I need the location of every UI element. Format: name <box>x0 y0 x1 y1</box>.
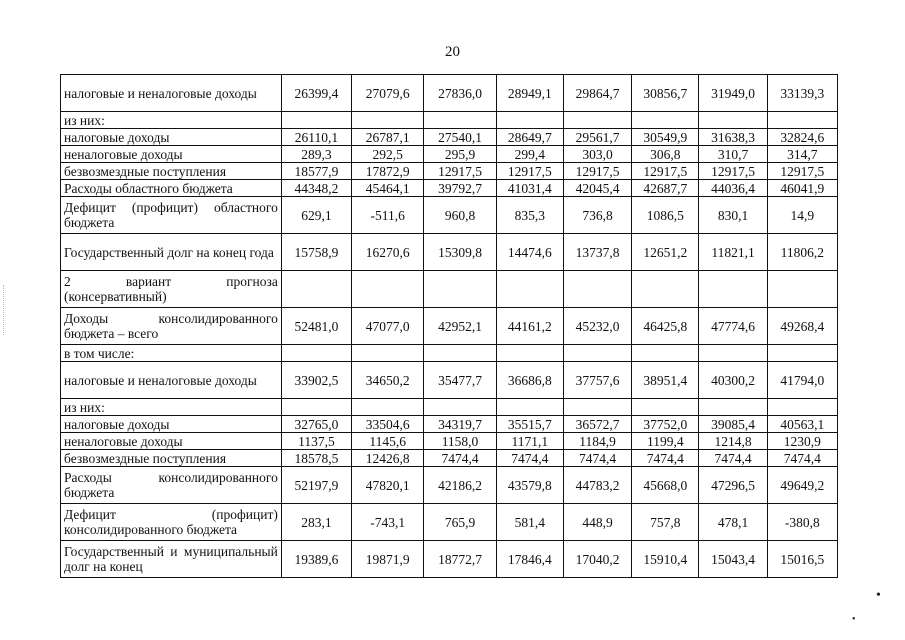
table-row <box>61 197 838 234</box>
row-label: 2 вариант прогноза (консервативный) <box>61 271 282 308</box>
value-cell: 44161,2 <box>496 308 563 345</box>
value-cell: 1230,9 <box>767 433 837 450</box>
value-cell: 43579,8 <box>496 467 563 504</box>
value-cell: 52481,0 <box>281 308 351 345</box>
value-cell: 15910,4 <box>632 541 699 578</box>
table-row <box>61 416 838 433</box>
value-cell: 17872,9 <box>352 163 424 180</box>
value-cell: 36686,8 <box>496 362 563 399</box>
value-cell: 47296,5 <box>699 467 767 504</box>
value-cell: 16270,6 <box>352 234 424 271</box>
value-cell: 33504,6 <box>352 416 424 433</box>
value-cell: 37757,6 <box>563 362 631 399</box>
row-label: Дефицит (профицит) областного бюджета <box>61 197 282 234</box>
row-label: Дефицит (профицит) консолидированного бюджета <box>61 504 282 541</box>
value-cell <box>699 271 767 308</box>
value-cell: -380,8 <box>767 504 837 541</box>
row-label: Государственный и муниципальный долг на конец <box>61 541 282 578</box>
row-label: Доходы консолидированного бюджета – всего <box>61 308 282 345</box>
value-cell: 7474,4 <box>424 450 496 467</box>
value-cell: 26110,1 <box>281 129 351 146</box>
value-cell: 7474,4 <box>563 450 631 467</box>
value-cell: 33139,3 <box>767 75 837 112</box>
value-cell: 7474,4 <box>767 450 837 467</box>
table-row <box>61 467 838 504</box>
value-cell: 45232,0 <box>563 308 631 345</box>
value-cell: 41031,4 <box>496 180 563 197</box>
value-cell: 29561,7 <box>563 129 631 146</box>
value-cell <box>767 112 837 129</box>
value-cell: 13737,8 <box>563 234 631 271</box>
table-row <box>61 271 838 308</box>
value-cell <box>352 399 424 416</box>
value-cell: 835,3 <box>496 197 563 234</box>
value-cell: 1184,9 <box>563 433 631 450</box>
value-cell: 35477,7 <box>424 362 496 399</box>
value-cell: 40300,2 <box>699 362 767 399</box>
table-row <box>61 345 838 362</box>
value-cell: 765,9 <box>424 504 496 541</box>
value-cell: 52197,9 <box>281 467 351 504</box>
value-cell: 830,1 <box>699 197 767 234</box>
value-cell <box>352 271 424 308</box>
value-cell: 29864,7 <box>563 75 631 112</box>
value-cell: 283,1 <box>281 504 351 541</box>
row-label: неналоговые доходы <box>61 433 282 450</box>
value-cell: 303,0 <box>563 146 631 163</box>
value-cell: 39085,4 <box>699 416 767 433</box>
value-cell: 27079,6 <box>352 75 424 112</box>
value-cell <box>496 112 563 129</box>
value-cell: 306,8 <box>632 146 699 163</box>
value-cell: 28649,7 <box>496 129 563 146</box>
value-cell: 42186,2 <box>424 467 496 504</box>
value-cell: 27836,0 <box>424 75 496 112</box>
value-cell <box>563 399 631 416</box>
value-cell: 292,5 <box>352 146 424 163</box>
row-label: безвозмездные поступления <box>61 163 282 180</box>
value-cell <box>281 271 351 308</box>
value-cell: -743,1 <box>352 504 424 541</box>
value-cell: 757,8 <box>632 504 699 541</box>
value-cell: 40563,1 <box>767 416 837 433</box>
row-label: налоговые доходы <box>61 129 282 146</box>
value-cell: 19389,6 <box>281 541 351 578</box>
value-cell: 36572,7 <box>563 416 631 433</box>
table-row <box>61 163 838 180</box>
value-cell: 1158,0 <box>424 433 496 450</box>
table-row <box>61 541 838 578</box>
value-cell: 310,7 <box>699 146 767 163</box>
value-cell: 12426,8 <box>352 450 424 467</box>
table-row <box>61 399 838 416</box>
value-cell: 12651,2 <box>632 234 699 271</box>
row-label: в том числе: <box>61 345 282 362</box>
scan-dot-mark: • <box>876 588 881 603</box>
value-cell: 1199,4 <box>632 433 699 450</box>
value-cell <box>632 112 699 129</box>
value-cell <box>352 112 424 129</box>
value-cell: 581,4 <box>496 504 563 541</box>
value-cell <box>563 112 631 129</box>
value-cell: 7474,4 <box>699 450 767 467</box>
value-cell: 39792,7 <box>424 180 496 197</box>
table-row <box>61 129 838 146</box>
table-row <box>61 146 838 163</box>
value-cell <box>424 399 496 416</box>
scan-edge-artifact <box>3 285 12 335</box>
row-label: из них: <box>61 399 282 416</box>
value-cell: 34650,2 <box>352 362 424 399</box>
value-cell: 35515,7 <box>496 416 563 433</box>
value-cell: 15043,4 <box>699 541 767 578</box>
value-cell: 11821,1 <box>699 234 767 271</box>
row-label: налоговые доходы <box>61 416 282 433</box>
value-cell: 19871,9 <box>352 541 424 578</box>
value-cell <box>767 399 837 416</box>
value-cell: 478,1 <box>699 504 767 541</box>
value-cell: 7474,4 <box>496 450 563 467</box>
value-cell <box>699 112 767 129</box>
budget-forecast-table <box>60 74 838 578</box>
value-cell <box>632 271 699 308</box>
table-row <box>61 504 838 541</box>
value-cell: 1214,8 <box>699 433 767 450</box>
value-cell: 12917,5 <box>767 163 837 180</box>
table-row <box>61 180 838 197</box>
value-cell: 28949,1 <box>496 75 563 112</box>
value-cell: 27540,1 <box>424 129 496 146</box>
value-cell: 46041,9 <box>767 180 837 197</box>
row-label: налоговые и неналоговые доходы <box>61 75 282 112</box>
value-cell <box>424 112 496 129</box>
value-cell <box>496 345 563 362</box>
value-cell: 47077,0 <box>352 308 424 345</box>
value-cell: 11806,2 <box>767 234 837 271</box>
table-row <box>61 234 838 271</box>
value-cell: 30549,9 <box>632 129 699 146</box>
value-cell: 32765,0 <box>281 416 351 433</box>
value-cell: 42952,1 <box>424 308 496 345</box>
value-cell: 33902,5 <box>281 362 351 399</box>
value-cell: 14,9 <box>767 197 837 234</box>
row-label: Расходы областного бюджета <box>61 180 282 197</box>
table-row <box>61 308 838 345</box>
value-cell: 960,8 <box>424 197 496 234</box>
value-cell: 1086,5 <box>632 197 699 234</box>
value-cell: 12917,5 <box>632 163 699 180</box>
value-cell: 44036,4 <box>699 180 767 197</box>
value-cell <box>767 345 837 362</box>
value-cell: 12917,5 <box>563 163 631 180</box>
value-cell: 17846,4 <box>496 541 563 578</box>
value-cell: 15016,5 <box>767 541 837 578</box>
value-cell <box>632 345 699 362</box>
value-cell: 629,1 <box>281 197 351 234</box>
value-cell: 31638,3 <box>699 129 767 146</box>
value-cell: 31949,0 <box>699 75 767 112</box>
value-cell: 46425,8 <box>632 308 699 345</box>
value-cell: 26399,4 <box>281 75 351 112</box>
table-row <box>61 362 838 399</box>
value-cell: 45464,1 <box>352 180 424 197</box>
row-label: Расходы консолидированного бюджета <box>61 467 282 504</box>
budget-table-container <box>60 74 838 578</box>
value-cell <box>281 345 351 362</box>
table-row <box>61 433 838 450</box>
value-cell: 736,8 <box>563 197 631 234</box>
value-cell: -511,6 <box>352 197 424 234</box>
value-cell: 12917,5 <box>424 163 496 180</box>
value-cell: 49268,4 <box>767 308 837 345</box>
value-cell: 34319,7 <box>424 416 496 433</box>
value-cell: 30856,7 <box>632 75 699 112</box>
value-cell: 18577,9 <box>281 163 351 180</box>
value-cell <box>496 271 563 308</box>
table-row <box>61 75 838 112</box>
value-cell: 38951,4 <box>632 362 699 399</box>
value-cell: 41794,0 <box>767 362 837 399</box>
value-cell: 12917,5 <box>699 163 767 180</box>
value-cell <box>767 271 837 308</box>
value-cell: 289,3 <box>281 146 351 163</box>
value-cell: 18772,7 <box>424 541 496 578</box>
row-label: неналоговые доходы <box>61 146 282 163</box>
table-row <box>61 450 838 467</box>
value-cell <box>699 345 767 362</box>
page-number: 20 <box>445 44 460 60</box>
value-cell: 295,9 <box>424 146 496 163</box>
value-cell: 1171,1 <box>496 433 563 450</box>
value-cell: 1145,6 <box>352 433 424 450</box>
value-cell: 47820,1 <box>352 467 424 504</box>
scan-dot-mark: • <box>852 614 856 625</box>
value-cell: 12917,5 <box>496 163 563 180</box>
value-cell: 15309,8 <box>424 234 496 271</box>
value-cell: 299,4 <box>496 146 563 163</box>
value-cell: 448,9 <box>563 504 631 541</box>
row-label: безвозмездные поступления <box>61 450 282 467</box>
value-cell: 26787,1 <box>352 129 424 146</box>
value-cell <box>424 345 496 362</box>
value-cell: 314,7 <box>767 146 837 163</box>
value-cell <box>563 271 631 308</box>
value-cell: 49649,2 <box>767 467 837 504</box>
value-cell <box>424 271 496 308</box>
table-row <box>61 112 838 129</box>
value-cell: 1137,5 <box>281 433 351 450</box>
value-cell: 44348,2 <box>281 180 351 197</box>
value-cell <box>281 112 351 129</box>
table-body <box>61 75 838 578</box>
value-cell <box>699 399 767 416</box>
value-cell: 18578,5 <box>281 450 351 467</box>
value-cell: 32824,6 <box>767 129 837 146</box>
value-cell: 42045,4 <box>563 180 631 197</box>
row-label: Государственный долг на конец года <box>61 234 282 271</box>
value-cell <box>632 399 699 416</box>
value-cell: 42687,7 <box>632 180 699 197</box>
value-cell: 44783,2 <box>563 467 631 504</box>
value-cell <box>281 399 351 416</box>
value-cell: 14474,6 <box>496 234 563 271</box>
value-cell: 15758,9 <box>281 234 351 271</box>
value-cell: 7474,4 <box>632 450 699 467</box>
value-cell: 47774,6 <box>699 308 767 345</box>
value-cell <box>563 345 631 362</box>
value-cell <box>496 399 563 416</box>
row-label: налоговые и неналоговые доходы <box>61 362 282 399</box>
value-cell <box>352 345 424 362</box>
value-cell: 37752,0 <box>632 416 699 433</box>
value-cell: 45668,0 <box>632 467 699 504</box>
value-cell: 17040,2 <box>563 541 631 578</box>
row-label: из них: <box>61 112 282 129</box>
